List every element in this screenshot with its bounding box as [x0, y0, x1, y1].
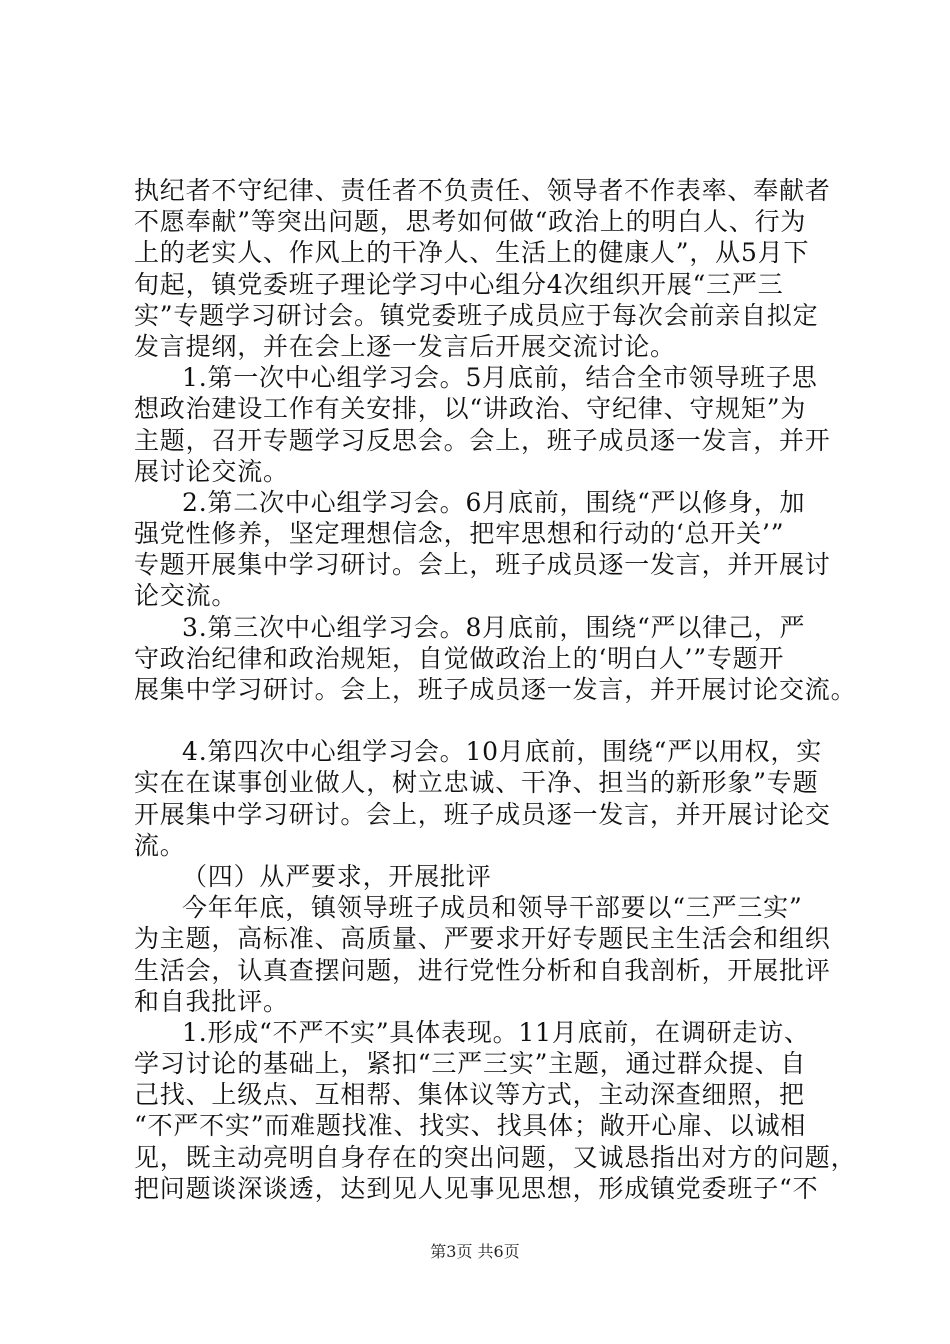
text-line: “不严不实”而难题找准、找实、找具体；敞开心扉、以诚相 — [134, 1111, 807, 1141]
text-line: 强党性修养，坚定理想信念，把牢思想和行动的‘总开关’” — [134, 519, 785, 549]
text-line: 实在在谋事创业做人，树立忠诚、干净、担当的新形象”专题 — [134, 768, 819, 798]
paragraph-first-line: 3.第三次中心组学习会。8月底前，围绕“严以律己，严 — [182, 612, 806, 642]
text-line: 为主题，高标准、高质量、严要求开好专题民主生活会和组织 — [134, 924, 831, 954]
paragraph-first-line: 1.第一次中心组学习会。5月底前，结合全市领导班子思 — [182, 363, 818, 393]
text-line: 上的老实人、作风上的干净人、生活上的健康人”，从5月下 — [134, 238, 810, 268]
text-line: 流。 — [134, 830, 186, 860]
text-line: 生活会，认真查摆问题，进行党性分析和自我剖析，开展批评 — [134, 955, 831, 985]
page-footer — [0, 1241, 950, 1263]
text-line: 守政治纪律和政治规矩，自觉做政治上的‘明白人’”专题开 — [134, 643, 785, 673]
text-line: 把问题谈深谈透，达到见人见事见思想，形成镇党委班子“不 — [134, 1173, 819, 1203]
text-line: 和自我批评。 — [134, 986, 289, 1016]
text-line: 开展集中学习研讨。会上，班子成员逐一发言，并开展讨论交 — [134, 799, 831, 829]
text-line: 论交流。 — [134, 581, 238, 611]
text-line: 学习讨论的基础上，紧扣“三严三实”主题，通过群众提、自 — [134, 1049, 807, 1079]
paragraph-gap — [134, 705, 854, 736]
page-number: 第3页 共6页 — [430, 1242, 520, 1261]
text-line: 发言提纲，并在会上逐一发言后开展交流讨论。 — [134, 331, 676, 361]
text-line: 专题开展集中学习研讨。会上，班子成员逐一发言，并开展讨 — [134, 550, 831, 580]
paragraph-first-line: 2.第二次中心组学习会。6月底前，围绕“严以修身，加 — [182, 487, 806, 517]
text-line: 实”专题学习研讨会。镇党委班子成员应于每次会前亲自拟定 — [134, 300, 819, 330]
paragraph-first-line: 今年年底，镇领导班子成员和领导干部要以“三严三实” — [182, 893, 803, 923]
paragraph-first-line: 4.第四次中心组学习会。10月底前，围绕“严以用权，实 — [182, 737, 823, 767]
text-line: 旬起，镇党委班子理论学习中心组分4次组织开展“三严三 — [134, 269, 784, 299]
text-line: 执纪者不守纪律、责任者不负责任、领导者不作表率、奉献者 — [134, 176, 831, 205]
text-line: 展讨论交流。 — [134, 456, 289, 486]
text-line: 见，既主动亮明自身存在的突出问题，又诚恳指出对方的问题， — [134, 1142, 857, 1172]
text-line: 想政治建设工作有关安排，以“讲政治、守纪律、守规矩”为 — [134, 394, 807, 424]
text-line: 己找、上级点、互相帮、集体议等方式，主动深查细照，把 — [134, 1080, 805, 1110]
document-body — [134, 175, 857, 1204]
paragraph-first-line: 1.形成“不严不实”具体表现。11月底前，在调研走访、 — [182, 1017, 810, 1047]
text-line: 展集中学习研讨。会上，班子成员逐一发言，并开展讨论交流。 — [134, 675, 857, 704]
section-heading: （四）从严要求，开展批评 — [182, 861, 492, 891]
text-line: 不愿奉献”等突出问题，思考如何做“政治上的明白人、行为 — [134, 207, 807, 237]
text-line: 主题，召开专题学习反思会。会上，班子成员逐一发言，并开 — [134, 425, 831, 455]
